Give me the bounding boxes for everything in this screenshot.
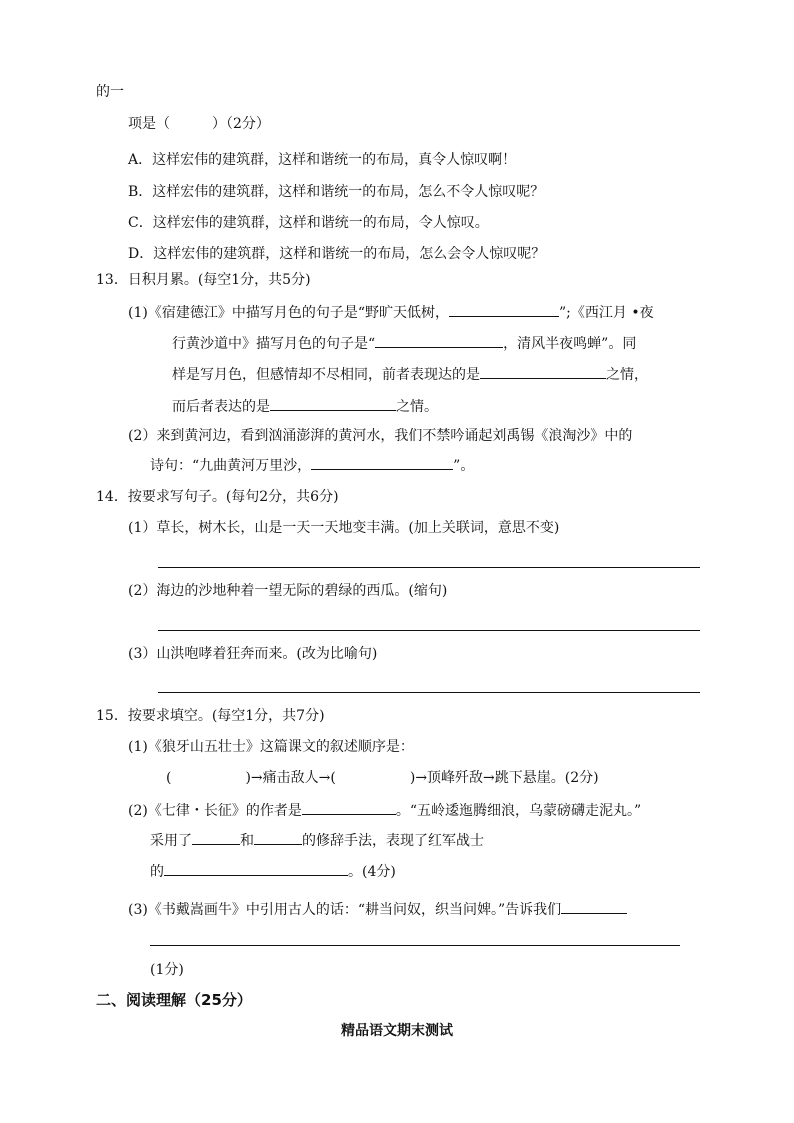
q15-text: 的修辞手法，表现了红军战士 (302, 833, 484, 849)
q13-title: 13．日积月累。(每空1分，共5分) (96, 272, 311, 288)
q14-sentence-3: (3）山洪咆哮着狂奔而来。(改为比喻句) (128, 646, 378, 662)
q13-text: ，清风半夜鸣蝉”。同 (503, 336, 637, 352)
q12-option-b: B．这样宏伟的建筑群，这样和谐统一的布局，怎么不令人惊叹呢？ (128, 184, 545, 200)
q13-text: 样是写月色，但感情却不尽相同，前者表现达的是 (172, 367, 480, 383)
q13-text: 而后者表达的是 (172, 399, 270, 415)
q15-text: ( (166, 770, 172, 786)
q15-blank-rhetoric-2[interactable] (254, 830, 302, 845)
q15-part2-line2 (150, 830, 484, 851)
q15-blank-rhetoric-1[interactable] (192, 830, 240, 845)
q15-part1-sequence (166, 768, 599, 788)
q13-blank-1[interactable] (449, 302, 559, 317)
q13-blank-4[interactable] (270, 396, 396, 411)
q15-part2-line1 (128, 800, 641, 821)
q14-answer-line-1[interactable] (158, 567, 700, 568)
q15-text: )→痛击敌人→( (245, 770, 336, 786)
q13-part1-line2 (172, 333, 636, 354)
q14-title: 14．按要求写句子。(每句2分，共6分) (96, 489, 339, 505)
q14-answer-line-2[interactable] (158, 630, 700, 631)
q15-part3-line1 (128, 899, 627, 920)
q14-sentence-1: (1）草长，树木长，山是一天一天地变丰满。(加上关联词，意思不变) (128, 520, 560, 536)
q15-text: 。“五岭逶迤腾细浪，乌蒙磅礴走泥丸。” (395, 803, 642, 819)
q14-answer-line-3[interactable] (158, 692, 700, 693)
q12-fragment-1: 的一 (96, 84, 124, 100)
q13-text: 之情。 (396, 399, 438, 415)
page-footer: 精品语文期末测试 (341, 1023, 453, 1039)
q15-text: 。(4分) (348, 864, 396, 880)
q15-text: (3)《书戴嵩画牛》中引用古人的话：“耕当问奴，织当问婢。”告诉我们 (128, 902, 562, 918)
q15-title: 15．按要求填空。(每空1分，共7分) (96, 708, 325, 724)
q13-text: 行黄沙道中》描写月色的句子是“ (172, 336, 376, 352)
q14-sentence-2: (2）海边的沙地种着一望无际的碧绿的西瓜。(缩句) (128, 583, 448, 599)
q15-blank-author[interactable] (302, 800, 396, 815)
q15-part2-line3 (150, 861, 396, 882)
q12-fragment-2: 项是（ ）（2分） (128, 116, 270, 132)
q13-text: (1)《宿建德江》中描写月色的句子是“野旷天低树， (128, 305, 449, 321)
q12-option-a: A．这样宏伟的建筑群，这样和谐统一的布局，真令人惊叹啊！ (128, 152, 517, 168)
q12-option-d: D．这样宏伟的建筑群，这样和谐统一的布局，怎么会令人惊叹呢？ (128, 246, 546, 262)
q13-text: ”;《西江月 •夜 (559, 305, 654, 321)
q13-blank-3[interactable] (480, 364, 606, 379)
q15-text: )→顶峰歼敌→跳下悬崖。(2分) (409, 770, 599, 786)
q15-text: 的 (150, 864, 164, 880)
q13-part1-line4 (172, 396, 438, 417)
q15-text: 和 (240, 833, 254, 849)
q15-blank-lesson[interactable] (561, 899, 627, 914)
q13-text: 之情， (606, 367, 648, 383)
q13-blank-2[interactable] (375, 333, 503, 348)
q15-answer-line[interactable] (150, 945, 680, 946)
q13-part1-line3 (172, 364, 648, 385)
q12-option-c: C．这样宏伟的建筑群，这样和谐统一的布局，令人惊叹。 (128, 215, 489, 231)
q15-part1: (1)《狼牙山五壮士》这篇课文的叙述顺序是： (128, 739, 414, 755)
q13-part1-line1 (128, 302, 654, 323)
section-2-heading: 二、阅读理解（25分） (96, 991, 252, 1009)
q13-text: 诗句：“九曲黄河万里沙， (150, 458, 312, 474)
q13-part2-line2 (150, 455, 474, 476)
q15-text: 采用了 (150, 833, 192, 849)
q15-text: (2)《七律・长征》的作者是 (128, 803, 302, 819)
q13-blank-5[interactable] (311, 455, 453, 470)
q15-part3-score: (1分) (150, 962, 184, 978)
q13-part2-line1: (2）来到黄河边，看到汹涌澎湃的黄河水，我们不禁吟诵起刘禹锡《浪淘沙》中的 (128, 428, 633, 444)
q13-text: ”。 (453, 458, 475, 474)
q15-blank-spirit[interactable] (164, 861, 348, 876)
